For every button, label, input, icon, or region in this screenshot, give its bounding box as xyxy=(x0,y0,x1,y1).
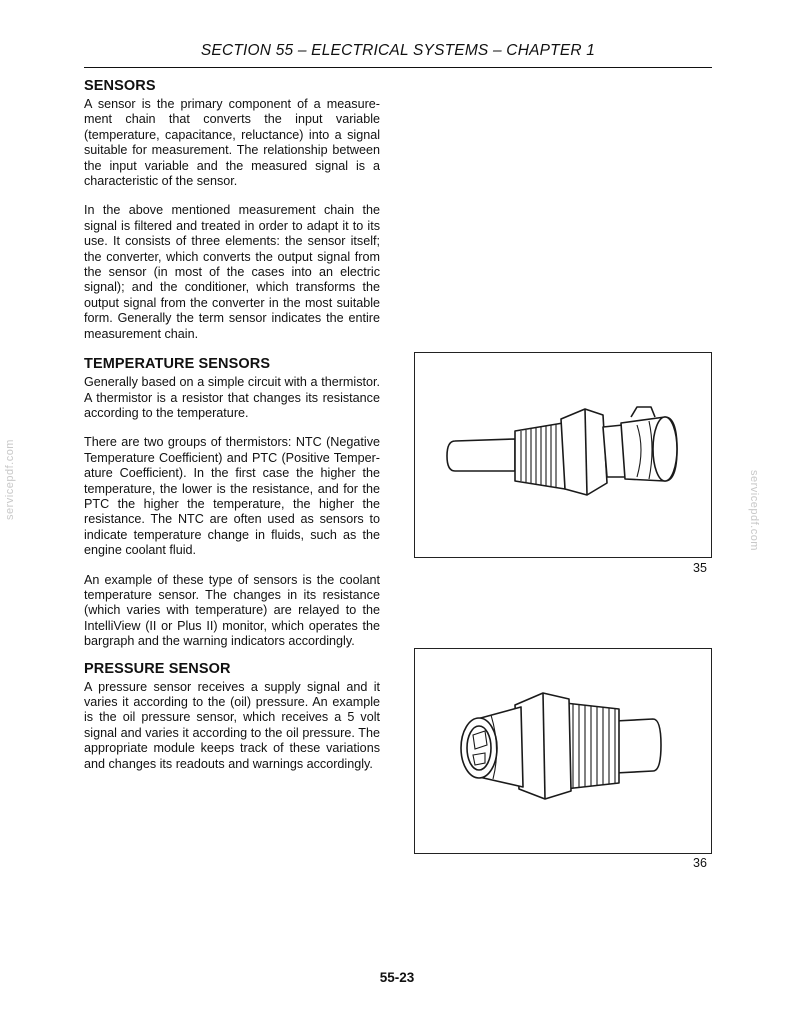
figure-number-36: 36 xyxy=(693,856,707,870)
watermark-right: servicepdf.com xyxy=(748,470,760,551)
section-header: SECTION 55 – ELECTRICAL SYSTEMS – CHAPTER 1 xyxy=(200,42,596,59)
temperature-paragraph-2: There are two groups of thermistors: NTC (Negative Temperature Coefficient) and PTC (Positive Temper-ature Coefficient). In the first case the higher the temperature, the lower is the resistance, and for the PTC the higher the temperature, the higher the resistance. The NTC are often used as sensors to indicate temperature change in fluids, such as the engine coolant fluid. xyxy=(84,435,380,558)
sensors-paragraph-2: In the above mentioned measurement chain the signal is filtered and treated in order to adapt it to its use. It consists of three elements: the sensor itself; the converter, which converts the output signal from the sensor (in most of the cases into an electric signal); and the conditioner, which transforms the output signal from the converter in the most suitable form. Generally the term sensor indicates the entire measurement chain. xyxy=(84,203,380,341)
pressure-sensor-illustration xyxy=(415,649,711,853)
temperature-sensor-illustration xyxy=(415,353,711,557)
sensors-paragraph-1: A sensor is the primary component of a measure-ment chain that converts the input variable (temperature, capacitance, reluctance) into a signal suitable for measurement. The relationship between the input variable and the measured signal is a characteristic of the sensor. xyxy=(84,97,380,189)
temperature-paragraph-3: An example of these type of sensors is the coolant temperature sensor. The changes in its resistance (which varies with temperature) are relayed to the IntelliView (II or Plus II) monitor, which operates the bargraph and the warning indicators accordingly. xyxy=(84,572,380,649)
figure-number-35: 35 xyxy=(693,561,707,575)
temperature-paragraph-1: Generally based on a simple circuit with a thermistor. A thermistor is a resistor that changes its resistance according to the temperature. xyxy=(84,375,380,420)
header-rule xyxy=(84,67,712,68)
pressure-paragraph-1: A pressure sensor receives a supply signal and it varies it according to the (oil) pressure. An example is the oil pressure sensor, which receives a 5 volt signal and varies it according to the oil pressure. The appropriate module keeps track of these variations and changes its readouts and warnings accordingly. xyxy=(84,679,380,771)
figure-pressure-sensor xyxy=(414,648,712,854)
pressure-sensor-heading: PRESSURE SENSOR xyxy=(84,660,231,677)
text-column xyxy=(84,78,380,772)
sensors-heading: SENSORS xyxy=(84,78,156,94)
temperature-sensors-heading: TEMPERATURE SENSORS xyxy=(84,356,271,373)
figure-temperature-sensor xyxy=(414,352,712,558)
watermark-left: servicepdf.com xyxy=(4,439,16,520)
page-number: 55-23 xyxy=(379,970,415,985)
